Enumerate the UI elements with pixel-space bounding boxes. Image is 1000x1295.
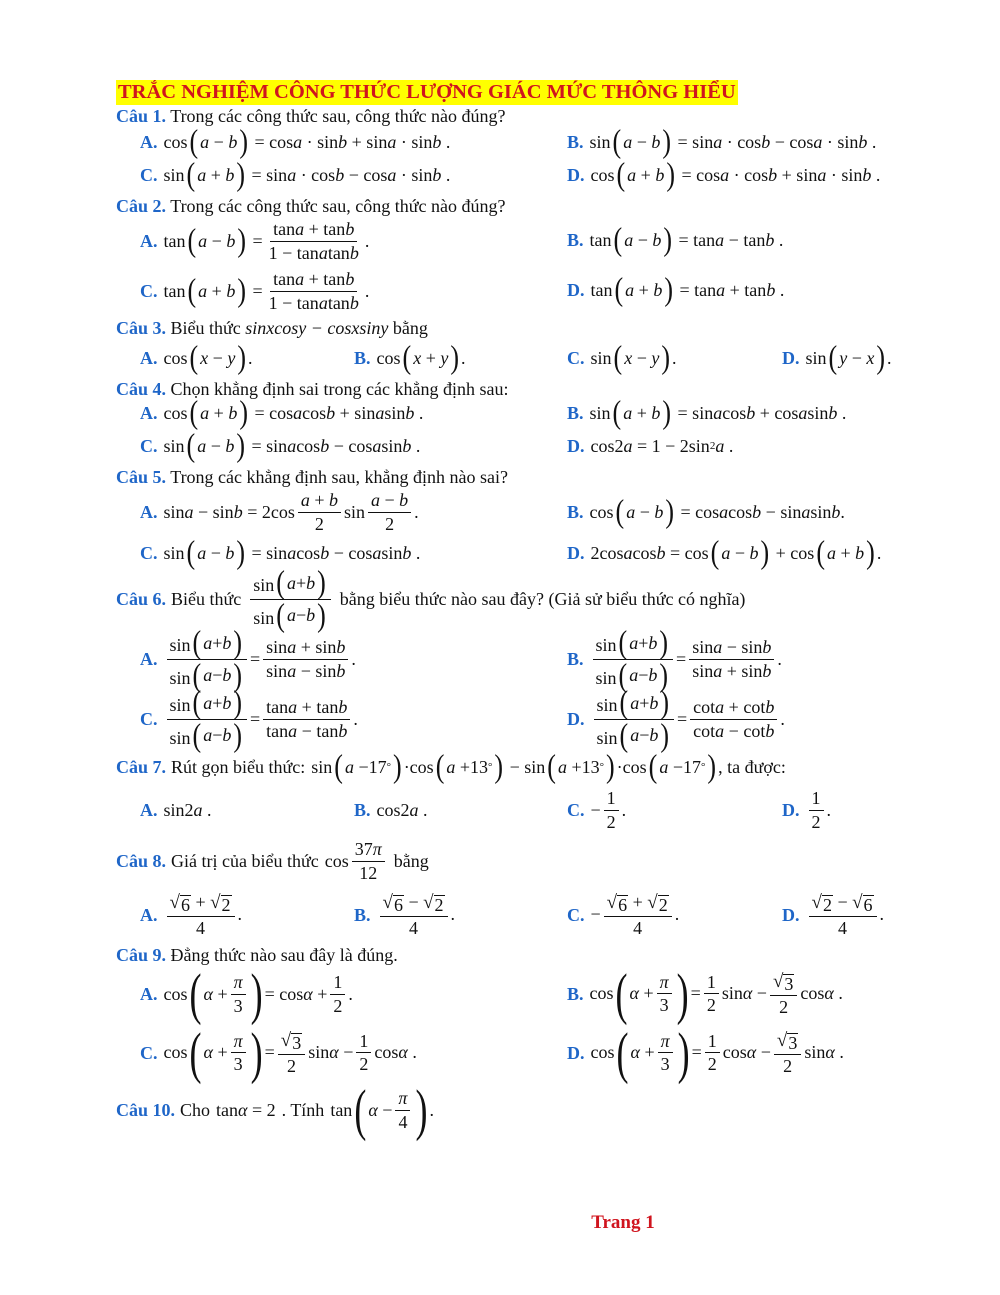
option-math: cos2 a .	[376, 799, 428, 820]
option-letter: B.	[567, 229, 584, 250]
question-label: Câu 2.	[116, 196, 167, 216]
question-label: Câu 3.	[116, 318, 167, 338]
option-math: cos ( a − b ) = cos a cos b − sin a sin b .	[589, 493, 845, 530]
option-math: cos ( a + b ) = cos a cos b + sin a sin b .	[163, 394, 424, 431]
option-letter: C.	[140, 1042, 158, 1063]
option-math: tan ( a + b ) = $\frac{\tan a + \tan b}{\text{1 − tanatanb}}$ .	[163, 269, 370, 313]
option-math: sin ( a − b ) = sin a cos b − cos a sin b .	[163, 427, 421, 464]
question-3	[116, 316, 428, 340]
option-math: cos ( x − y ) .	[163, 339, 253, 376]
question-label: Câu 6.	[116, 588, 167, 609]
question-text: Chọn khẳng định sai trong các khẳng định sau:	[170, 379, 509, 399]
question-label: Câu 7.	[116, 756, 167, 777]
q6-option-c[interactable]	[140, 684, 358, 754]
question-text: Rút gọn biểu thức:	[171, 756, 306, 777]
question-5	[116, 465, 508, 489]
option-letter: C.	[140, 708, 158, 729]
q2-option-a[interactable]	[140, 216, 369, 266]
option-math: cos ( α + $\frac{\pi}{3}$ ) = cos α + $\frac{1}{2}$ .	[163, 962, 353, 1026]
option-letter: D.	[567, 1042, 585, 1063]
q8-option-b[interactable]	[354, 889, 455, 941]
question-label: Câu 4.	[116, 379, 167, 399]
q1-option-d[interactable]	[567, 155, 880, 195]
option-math: cos ( x + y ) .	[376, 339, 466, 376]
option-math: − √ 6 + √ 2 4 .	[590, 891, 680, 938]
option-math: sin ( a + b ) sin ( a − b ) = $\frac{\tan a + \tan b}{\tan a - \tan b}$ .	[164, 688, 358, 749]
option-math: √ 6 − √ 2 4 .	[377, 892, 456, 938]
option-math: sin ( a + b ) = sin a · cos b − cos a · sin b .	[163, 156, 451, 193]
option-letter: B.	[567, 501, 584, 522]
question-8	[116, 836, 429, 886]
question-6	[116, 564, 746, 634]
option-math: $\frac{1}{2}$ .	[806, 788, 832, 831]
option-letter: B.	[567, 983, 584, 1004]
q2-option-d[interactable]	[567, 270, 784, 310]
option-math: tan ( a + b ) = tan a + tan b .	[590, 271, 785, 308]
question-label: Câu 1.	[116, 106, 167, 126]
q5-option-b[interactable]	[567, 492, 845, 532]
option-letter: A.	[140, 131, 158, 152]
option-letter: C.	[140, 435, 158, 456]
option-letter: D.	[567, 542, 585, 563]
option-letter: D.	[782, 904, 800, 925]
question-expression: tan ( α − $\frac{\pi}{4}$ ) .	[330, 1078, 434, 1142]
question-expression: sin ( a −17 ° ) ·cos ( a +13 ° ) − sin ( a +13 ° ) ·cos ( a −17 ° )	[311, 748, 717, 785]
q5-option-d[interactable]	[567, 533, 881, 573]
option-letter: B.	[354, 904, 371, 925]
question-text: Đẳng thức nào sau đây là đúng.	[170, 945, 398, 965]
option-math: sin a − sin b = 2cos $\frac{a + b}{2}$ sin $\frac{a - b}{2}$ .	[163, 490, 419, 534]
question-text-after: bằng	[392, 318, 428, 338]
q4-option-c[interactable]	[140, 426, 420, 466]
option-math: sin ( y − x ) .	[805, 339, 892, 376]
q2-option-c[interactable]	[140, 266, 369, 316]
option-letter: B.	[567, 131, 584, 152]
q8-option-a[interactable]	[140, 889, 242, 941]
question-text-mid: . Tính	[281, 1099, 325, 1120]
question-text: Trong các công thức sau, công thức nào đúng?	[170, 106, 506, 126]
question-expression: cos $\frac{37\pi}{12}$	[325, 839, 388, 882]
question-given: tan α = 2	[216, 1099, 276, 1120]
option-math: cos ( a − b ) = cos a · sin b + sin a · sin b .	[163, 123, 451, 160]
option-math: sin ( a + b ) = sin a cos b + cos a sin b .	[589, 394, 847, 431]
option-letter: A.	[140, 648, 158, 669]
question-text-after: bằng biểu thức nào sau đây? (Giả sử biểu thức có nghĩa)	[339, 588, 746, 609]
option-letter: C.	[567, 904, 585, 925]
q2-option-b[interactable]	[567, 220, 783, 260]
q7-option-a[interactable]	[140, 790, 212, 830]
q7-option-b[interactable]	[354, 790, 428, 830]
q9-option-b[interactable]	[567, 961, 843, 1026]
q4-option-d[interactable]	[567, 426, 733, 466]
option-math: tan ( a − b ) = $\frac{\tan a + \tan b}{\text{1 − tanatanb}}$ .	[163, 219, 370, 263]
q3-option-c[interactable]	[567, 338, 677, 378]
question-expression: sin ( a + b ) sin ( a − b )	[247, 568, 334, 629]
q3-option-a[interactable]	[140, 338, 253, 378]
q1-option-c[interactable]	[140, 155, 450, 195]
q3-option-d[interactable]	[782, 338, 892, 378]
question-10	[116, 1078, 434, 1142]
option-letter: A.	[140, 904, 158, 925]
question-text: Trong các khẳng định sau, khẳng định nào sai?	[170, 467, 508, 487]
q8-option-d[interactable]	[782, 889, 884, 941]
q8-option-c[interactable]	[567, 889, 679, 941]
option-letter: C.	[140, 164, 158, 185]
question-text-after: bằng	[393, 850, 429, 871]
option-letter: D.	[782, 799, 800, 820]
option-letter: B.	[567, 402, 584, 423]
option-math: tan ( a − b ) = tan a − tan b .	[589, 221, 784, 258]
question-text: Trong các công thức sau, công thức nào đúng?	[170, 196, 506, 216]
option-math: − $\frac{1}{2}$ .	[590, 788, 627, 832]
question-text: Biểu thức	[171, 588, 242, 609]
page-number: Trang 1	[591, 1212, 655, 1233]
option-math: sin ( a − b ) = sin a cos b − cos a sin b .	[163, 534, 421, 571]
option-letter: B.	[567, 648, 584, 669]
option-math: sin ( x − y ) .	[590, 339, 677, 376]
q9-option-d[interactable]	[567, 1020, 844, 1085]
option-math: sin ( a + b ) sin ( a − b ) = $\frac{\sin a + \sin b}{\sin a - \sin b}$ .	[164, 628, 356, 689]
question-text: Biểu thức	[170, 318, 241, 338]
option-math: 2cos a cos b = cos ( a − b ) + cos ( a + b ) .	[590, 534, 882, 571]
q7-option-c[interactable]	[567, 785, 626, 835]
option-math: cos ( a + b ) = cos a · cos b + sin a · sin b .	[590, 156, 881, 193]
question-text: Giá trị của biểu thức	[171, 850, 319, 871]
option-letter: B.	[354, 799, 371, 820]
question-label: Câu 10.	[116, 1099, 176, 1120]
option-letter: C.	[567, 799, 585, 820]
option-letter: A.	[140, 347, 158, 368]
question-text-after: , ta được:	[718, 756, 786, 777]
option-math: cos ( α + $\frac{\pi}{3}$ ) = $\frac{1}{2}$ sin α − √ 3 2 cos α .	[589, 961, 843, 1026]
option-math: sin2 a .	[163, 799, 212, 820]
question-7	[116, 747, 786, 787]
option-letter: C.	[140, 280, 158, 301]
q3-option-b[interactable]	[354, 338, 466, 378]
option-letter: C.	[567, 347, 585, 368]
option-letter: D.	[567, 708, 585, 729]
option-math: cos ( α + $\frac{\pi}{3}$ ) = $\frac{1}{2}$ cos α − √ 3 2 sin α .	[590, 1020, 844, 1085]
option-letter: D.	[567, 164, 585, 185]
q9-option-a[interactable]	[140, 962, 353, 1026]
option-math: sin ( a − b ) = sin a · cos b − cos a · sin b .	[589, 123, 877, 160]
option-letter: D.	[567, 279, 585, 300]
q6-option-a[interactable]	[140, 624, 356, 694]
q5-option-a[interactable]	[140, 487, 419, 537]
option-math: cos2 a = 1 − 2sin 2 a .	[590, 435, 734, 456]
q9-option-c[interactable]	[140, 1020, 417, 1085]
q7-option-d[interactable]	[782, 785, 831, 835]
question-expression: sinxcosy − cosxsiny	[245, 318, 389, 338]
question-2	[116, 194, 505, 218]
page-title: TRẮC NGHIỆM CÔNG THỨC LƯỢNG GIÁC MỨC THÔNG HIỂU	[118, 81, 736, 103]
question-text: Cho	[180, 1099, 211, 1120]
question-label: Câu 8.	[116, 850, 167, 871]
option-letter: A.	[140, 501, 158, 522]
option-math: √ 2 − √ 6 4 .	[806, 892, 885, 938]
option-math: sin ( a + b ) sin ( a − b ) = $\frac{\sin a - \sin b}{\sin a + \sin b}$ .	[590, 628, 782, 689]
q6-option-b[interactable]	[567, 624, 782, 694]
q6-option-d[interactable]	[567, 684, 785, 754]
option-letter: C.	[140, 542, 158, 563]
option-letter: D.	[567, 435, 585, 456]
option-math: cos ( α + $\frac{\pi}{3}$ ) = √ 3 2 sin α − $\frac{1}{2}$ cos α .	[163, 1020, 417, 1085]
option-letter: D.	[782, 347, 800, 368]
option-letter: A.	[140, 230, 158, 251]
question-label: Câu 9.	[116, 945, 167, 965]
question-label: Câu 5.	[116, 467, 167, 487]
option-letter: A.	[140, 983, 158, 1004]
option-letter: A.	[140, 799, 158, 820]
option-math: √ 6 + √ 2 4 .	[164, 892, 243, 938]
option-letter: B.	[354, 347, 371, 368]
option-letter: A.	[140, 402, 158, 423]
option-math: sin ( a + b ) sin ( a − b ) = $\frac{\cot a + \cot b}{\cot a - \cot b}$ .	[591, 688, 785, 749]
